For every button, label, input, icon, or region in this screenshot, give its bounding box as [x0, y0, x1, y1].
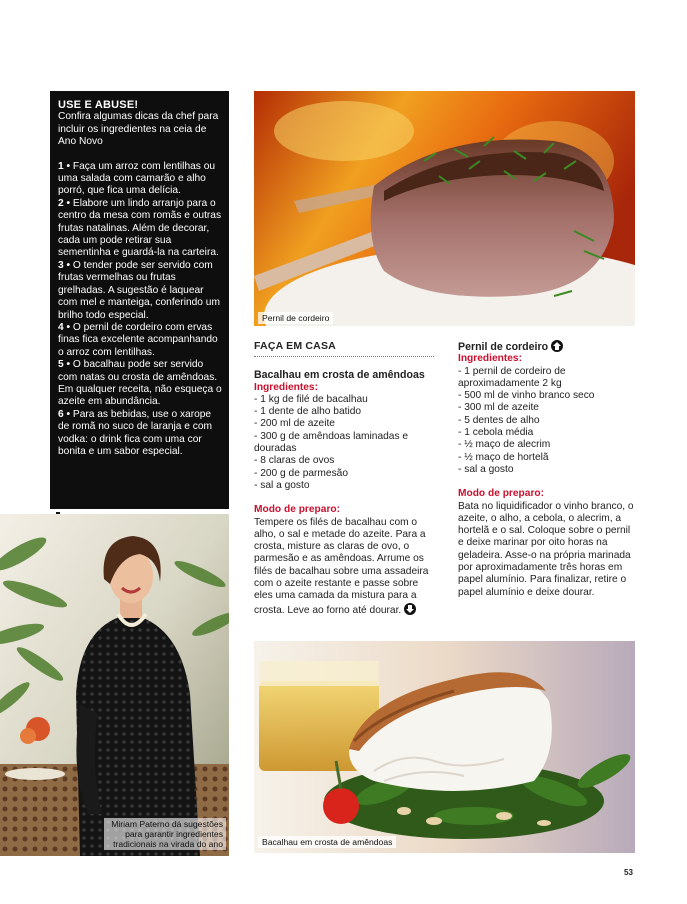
- method-text: [254, 517, 434, 617]
- tip-item: [58, 161, 222, 198]
- tip-text: Faça um arroz com lentilhas ou uma salada com camarão e alho porró, que fica uma delícia.: [58, 160, 216, 197]
- ingredient-item: - 1 kg de filé de bacalhau: [254, 393, 368, 405]
- section-heading: FAÇA EM CASA: [254, 340, 434, 357]
- fish-photo: [254, 641, 635, 853]
- recipe-title-bacalhau: Bacalhau em crosta de amêndoas: [254, 369, 425, 382]
- tip-item: [58, 409, 222, 459]
- tips-title: USE E ABUSE!: [58, 99, 139, 111]
- ingredient-item: - 500 ml de vinho branco seco: [458, 390, 595, 402]
- tip-item: [58, 322, 222, 359]
- tip-item: [58, 198, 222, 260]
- arrow-up-icon: [551, 340, 563, 352]
- lamb-photo: [254, 91, 635, 326]
- tips-list: [58, 161, 222, 459]
- tip-text: O tender pode ser servido com frutas vermelhas ou frutas grelhadas. A sugestão é laquear com mel e manteiga, conferindo um brilho todo especial.: [58, 259, 220, 321]
- chef-photo-caption: [104, 818, 226, 850]
- ingredient-item: - 1 pernil de cordeiro de aproximadamente 2 kg: [458, 365, 566, 389]
- chef-caption-line: Miriam Paterno dá sugestões: [111, 819, 223, 829]
- method-label: Modo de preparo:: [458, 488, 545, 500]
- ingredients-list: [254, 394, 434, 492]
- tips-box: [50, 91, 229, 509]
- fish-photo-caption: Bacalhau em crosta de amêndoas: [258, 836, 396, 848]
- ingredient-item: - 300 ml de azeite: [458, 402, 539, 414]
- tip-number: 4 •: [58, 321, 71, 333]
- tip-number: 6 •: [58, 408, 71, 420]
- tips-intro: Confira algumas dicas da chef para incluir os ingredientes na ceia de Ano Novo: [58, 111, 219, 148]
- ingredient-item: - 5 dentes de alho: [458, 414, 540, 426]
- ingredient-item: - sal a gosto: [458, 463, 514, 475]
- chef-caption-line: tradicionais na virada do ano: [113, 839, 223, 849]
- chef-caption-line: para garantir ingredientes: [125, 829, 223, 839]
- method-label: Modo de preparo:: [254, 504, 341, 516]
- method-text: Bata no liquidificador o vinho branco, o azeite, o alho, a cebola, o alecrim, a hortelã e o sal. Coloque sobre o pernil e deixe marinar por oito horas na geladeira. Asse-o na própria marinada por aproximadamente três horas em papel alumínio. Para finalizar, retire o papel alumínio e deixe dourar.: [458, 500, 634, 598]
- ingredient-item: - ½ maço de alecrim: [458, 439, 551, 451]
- tip-item: [58, 260, 222, 322]
- method-text-body: Tempere os filés de bacalhau com o alho, o sal e metade do azeite. Para a crosta, misture as claras de ovo, o parmesão e as amêndoas. Arrume os filés de bacalhau sobre uma assadeira com o azeite restante e passe sobre eles uma camada da mistura para a crosta. Leve ao forno até dourar.: [254, 516, 429, 616]
- ingredient-item: - sal a gosto: [254, 479, 310, 491]
- tip-item: [58, 359, 222, 409]
- ingredient-item: - 200 g de parmesão: [254, 467, 349, 479]
- chef-photo: [0, 514, 229, 856]
- ingredient-item: - 8 claras de ovos: [254, 455, 335, 467]
- recipe-title-pernil: [458, 340, 638, 353]
- tip-text: O bacalhau pode ser servido com natas ou crosta de amêndoas. Em qualquer receita, não esqueça o azeite em abundância.: [58, 359, 222, 408]
- ingredient-item: - 300 g de amêndoas laminadas e douradas: [254, 430, 409, 455]
- tip-number: 5 •: [58, 359, 71, 371]
- recipe-column-left: [254, 340, 434, 617]
- tip-text: O pernil de cordeiro com ervas finas fica excelente acompanhando o arroz com lentilhas.: [58, 321, 218, 358]
- tip-text: Para as bebidas, use o xarope de romã no suco de laranja e com vodka: o drink fica com uma cor bonita e um sabor especial.: [58, 408, 213, 457]
- ingredient-item: - 1 cebola média: [458, 427, 534, 439]
- tip-number: 1 •: [58, 160, 71, 172]
- ingredients-label: Ingredientes:: [458, 353, 522, 365]
- page-number: 53: [624, 868, 633, 877]
- ingredient-item: - ½ maço de hortelã: [458, 451, 549, 463]
- arrow-down-icon: [404, 603, 416, 615]
- ingredient-item: - 1 dente de alho batido: [254, 406, 362, 418]
- ingredients-label: Ingredientes:: [254, 381, 318, 393]
- recipe-title-text: Pernil de cordeiro: [458, 341, 549, 353]
- tip-number: 3 •: [58, 259, 71, 271]
- recipe-column-right: [458, 340, 638, 599]
- tip-number: 2 •: [58, 197, 71, 209]
- lamb-photo-caption: Pernil de cordeiro: [258, 312, 333, 324]
- ingredient-item: - 200 ml de azeite: [254, 418, 335, 430]
- tip-text: Elabore um lindo arranjo para o centro da mesa com romãs e outras frutas natalinas. Além de decorar, cada um pode retirar sua sementinha e guardá-la na carteira.: [58, 197, 222, 259]
- ingredients-list: [458, 366, 638, 477]
